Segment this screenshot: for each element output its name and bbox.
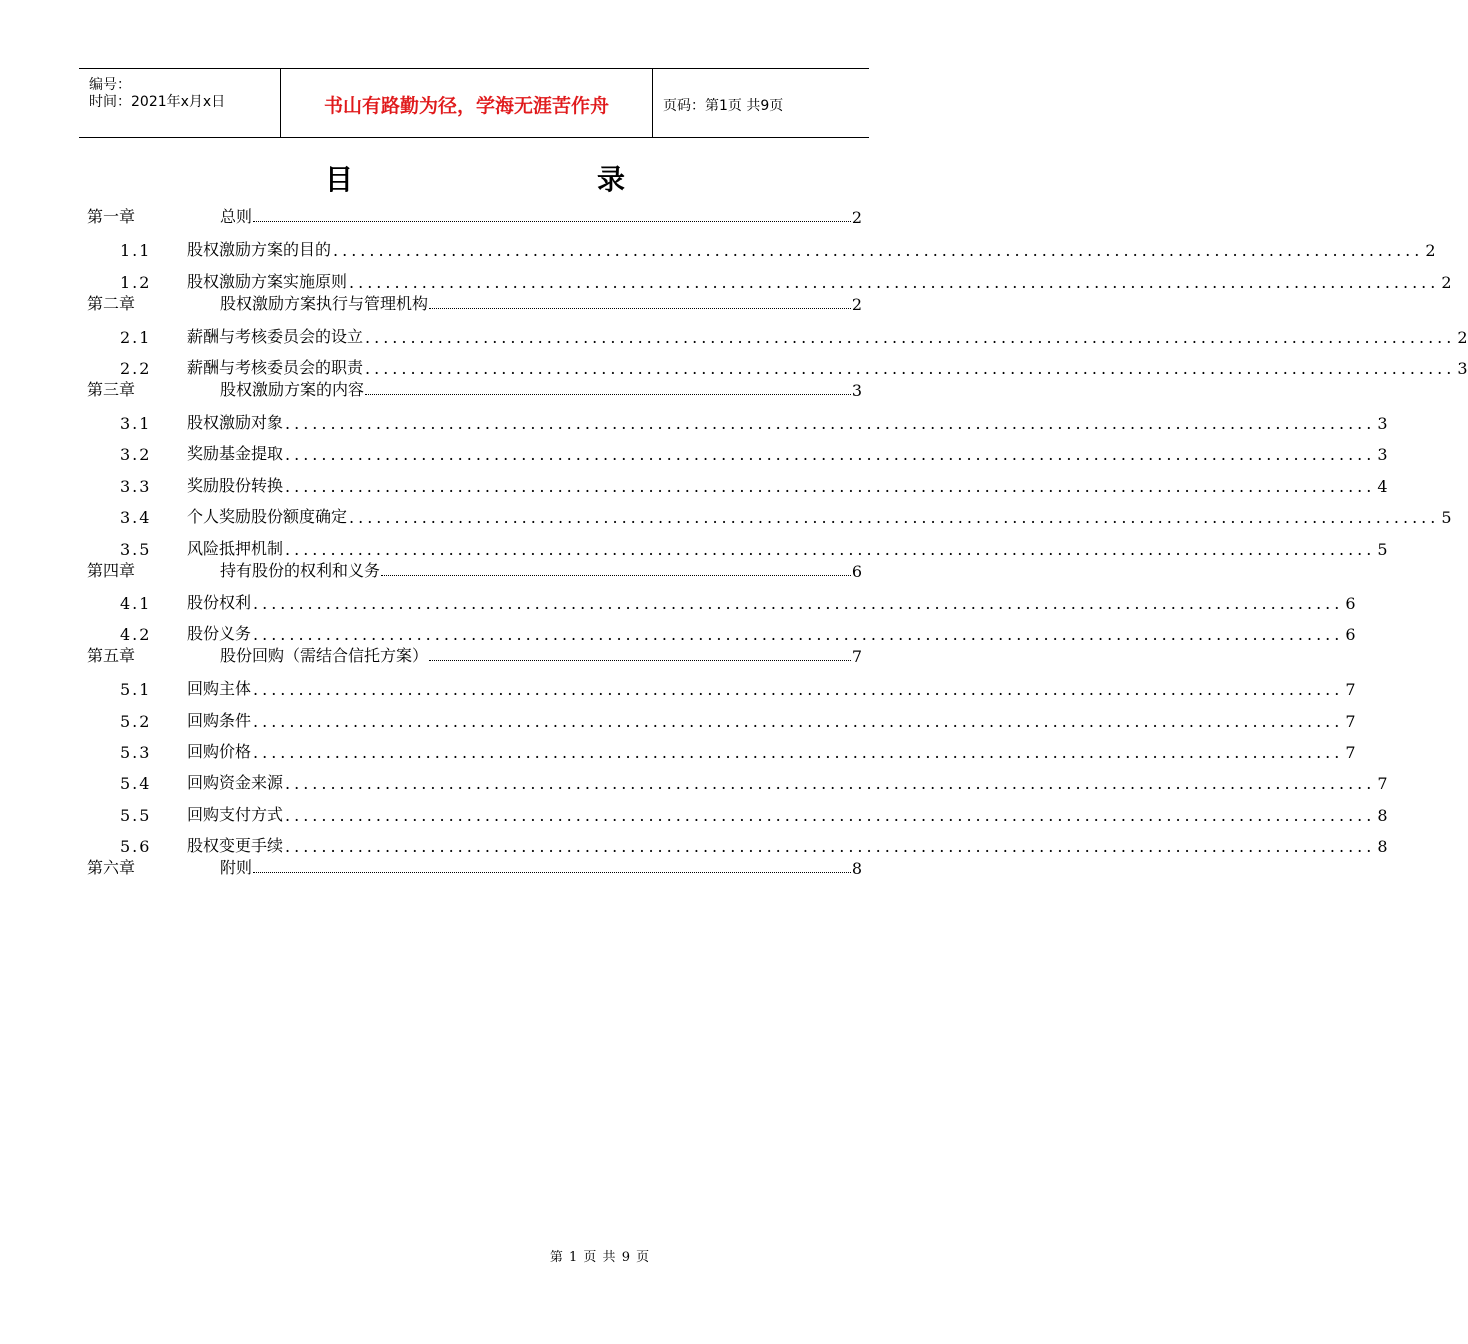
toc-entry-title: 股权变更手续 [187, 836, 284, 855]
toc-entry-page: 7 [851, 647, 862, 666]
toc-entry-title: 总则 [220, 207, 253, 226]
footer-page-number: 第 1 页 共 9 页 [549, 1250, 651, 1265]
toc-dot-leader: ........................................................................................................................ [285, 774, 1376, 793]
toc-entry-page: 6 [1345, 594, 1356, 613]
toc-entry-title: 薪酬与考核委员会的职责 [187, 358, 364, 377]
toc-chapter-entry[interactable] [87, 378, 862, 400]
toc-section-entry[interactable] [120, 505, 1452, 527]
toc-section-entry[interactable] [120, 474, 1388, 496]
toc-entry-page: 6 [851, 562, 862, 581]
toc-section-entry[interactable] [120, 325, 1468, 347]
toc-entry-page: 8 [851, 859, 862, 878]
toc-dot-leader: ........................................................................................................................ [253, 680, 1344, 699]
toc-entry-page: 8 [1377, 806, 1388, 825]
toc-entry-number: 4.1 [120, 594, 152, 613]
toc-entry-page: 2 [851, 208, 862, 227]
toc-title-char-1: 目 [325, 163, 354, 196]
toc-dot-leader [365, 393, 851, 395]
toc-entry-number: 第六章 [87, 858, 136, 877]
toc-entry-page: 3 [1377, 445, 1388, 464]
header-left-cell [79, 69, 281, 137]
toc-dot-leader: ........................................................................................................................ [285, 477, 1376, 496]
toc-chapter-entry[interactable] [87, 856, 862, 878]
toc-section-entry[interactable] [120, 442, 1388, 464]
toc-section-entry[interactable] [120, 709, 1356, 731]
toc-title [0, 158, 950, 198]
toc-section-entry[interactable] [120, 411, 1388, 433]
toc-entry-page: 8 [1377, 837, 1388, 856]
toc-chapter-entry[interactable] [87, 292, 862, 314]
toc-dot-leader: ........................................................................................................................ [349, 508, 1440, 527]
toc-section-entry[interactable] [120, 771, 1388, 793]
toc-entry-title: 个人奖励股份额度确定 [187, 507, 348, 526]
toc-entry-number: 3.2 [120, 445, 152, 464]
toc-entry-title: 薪酬与考核委员会的设立 [187, 327, 364, 346]
toc-entry-number: 3.4 [120, 508, 152, 527]
toc-title-char-2: 录 [597, 163, 626, 196]
toc-entry-page: 7 [1345, 680, 1356, 699]
toc-dot-leader: ........................................................................................................................ [253, 712, 1344, 731]
toc-entry-title: 股权激励对象 [187, 413, 284, 432]
toc-entry-number: 3.1 [120, 414, 152, 433]
toc-entry-page: 3 [1457, 359, 1468, 378]
toc-entry-page: 7 [1377, 774, 1388, 793]
toc-entry-page: 6 [1345, 625, 1356, 644]
toc-entry-title: 股份回购（需结合信托方案） [220, 646, 429, 665]
toc-entry-page: 2 [1441, 273, 1452, 292]
toc-entry-title: 股权激励方案执行与管理机构 [220, 294, 429, 313]
toc-entry-page: 2 [1457, 328, 1468, 347]
toc-entry-number: 5.3 [120, 743, 152, 762]
toc-entry-number: 第三章 [87, 380, 136, 399]
toc-entry-title: 持有股份的权利和义务 [220, 561, 381, 580]
toc-entry-page: 7 [1345, 743, 1356, 762]
toc-section-entry[interactable] [120, 740, 1356, 762]
toc-entry-page: 5 [1377, 540, 1388, 559]
toc-entry-title: 奖励股份转换 [187, 476, 284, 495]
toc-dot-leader: ........................................................................................................................ [365, 328, 1456, 347]
toc-dot-leader: ........................................................................................................................ [285, 540, 1376, 559]
toc-entry-page: 4 [1377, 477, 1388, 496]
toc-dot-leader: ........................................................................................................................ [285, 837, 1376, 856]
toc-entry-number: 5.4 [120, 774, 152, 793]
toc-entry-title: 回购主体 [187, 679, 252, 698]
toc-entry-page: 2 [1425, 241, 1436, 260]
toc-entry-number: 2.1 [120, 328, 152, 347]
toc-section-entry[interactable] [120, 356, 1468, 378]
toc-section-entry[interactable] [120, 803, 1388, 825]
header-right-cell [653, 69, 869, 137]
toc-dot-leader: ........................................................................................................................ [285, 445, 1376, 464]
toc-entry-number: 5.2 [120, 712, 152, 731]
toc-dot-leader [253, 220, 851, 222]
toc-entry-title: 回购价格 [187, 742, 252, 761]
toc-chapter-entry[interactable] [87, 205, 862, 227]
toc-entry-number: 1.2 [120, 273, 152, 292]
toc-entry-title: 股权激励方案实施原则 [187, 272, 348, 291]
toc-dot-leader [429, 659, 851, 661]
toc-entry-title: 股权激励方案的目的 [187, 240, 332, 259]
toc-entry-number: 3.5 [120, 540, 152, 559]
toc-entry-title: 风险抵押机制 [187, 539, 284, 558]
toc-dot-leader: ........................................................................................................................ [285, 414, 1376, 433]
toc-entry-title: 回购资金来源 [187, 773, 284, 792]
toc-entry-number: 5.1 [120, 680, 152, 699]
toc-dot-leader: ........................................................................................................................ [365, 359, 1456, 378]
toc-entry-number: 第一章 [87, 207, 136, 226]
toc-section-entry[interactable] [120, 238, 1436, 260]
toc-chapter-entry[interactable] [87, 644, 862, 666]
toc-dot-leader: ........................................................................................................................ [285, 806, 1376, 825]
header-middle-cell [281, 69, 653, 137]
toc-entry-number: 2.2 [120, 359, 152, 378]
toc-entry-title: 股份义务 [187, 624, 252, 643]
toc-dot-leader: ........................................................................................................................ [333, 241, 1424, 260]
date-label: 时间：2021年x月x日 [89, 94, 226, 110]
document-header [79, 68, 869, 138]
toc-dot-leader [429, 307, 851, 309]
page-footer [0, 1246, 950, 1265]
toc-entry-number: 5.6 [120, 837, 152, 856]
toc-entry-title: 奖励基金提取 [187, 444, 284, 463]
toc-section-entry[interactable] [120, 537, 1388, 559]
toc-entry-number: 1.1 [120, 241, 152, 260]
toc-entry-page: 3 [1377, 414, 1388, 433]
toc-dot-leader: ........................................................................................................................ [349, 273, 1440, 292]
toc-entry-number: 3.3 [120, 477, 152, 496]
toc-section-entry[interactable] [120, 834, 1388, 856]
toc-entry-page: 7 [1345, 712, 1356, 731]
header-page-code: 页码：第1页 共9页 [663, 98, 784, 114]
toc-entry-number: 第四章 [87, 561, 136, 580]
toc-dot-leader [381, 574, 851, 576]
toc-chapter-entry[interactable] [87, 559, 862, 581]
serial-label: 编号： [89, 77, 131, 93]
toc-dot-leader [253, 871, 851, 873]
toc-entry-number: 5.5 [120, 806, 152, 825]
toc-entry-page: 5 [1441, 508, 1452, 527]
toc-section-entry[interactable] [120, 591, 1356, 613]
toc-dot-leader: ........................................................................................................................ [253, 743, 1344, 762]
toc-dot-leader: ........................................................................................................................ [253, 625, 1344, 644]
toc-entry-number: 4.2 [120, 625, 152, 644]
toc-section-entry[interactable] [120, 622, 1356, 644]
toc-entry-page: 3 [851, 381, 862, 400]
toc-entry-title: 回购支付方式 [187, 805, 284, 824]
toc-entry-title: 附则 [220, 858, 253, 877]
toc-entry-number: 第二章 [87, 294, 136, 313]
toc-entry-title: 股权激励方案的内容 [220, 380, 365, 399]
toc-section-entry[interactable] [120, 270, 1452, 292]
toc-entry-title: 回购条件 [187, 711, 252, 730]
toc-entry-number: 第五章 [87, 646, 136, 665]
toc-section-entry[interactable] [120, 677, 1356, 699]
toc-entry-title: 股份权利 [187, 593, 252, 612]
toc-entry-page: 2 [851, 295, 862, 314]
header-motto: 书山有路勤为径，学海无涯苦作舟 [323, 95, 609, 117]
toc-dot-leader: ........................................................................................................................ [253, 594, 1344, 613]
